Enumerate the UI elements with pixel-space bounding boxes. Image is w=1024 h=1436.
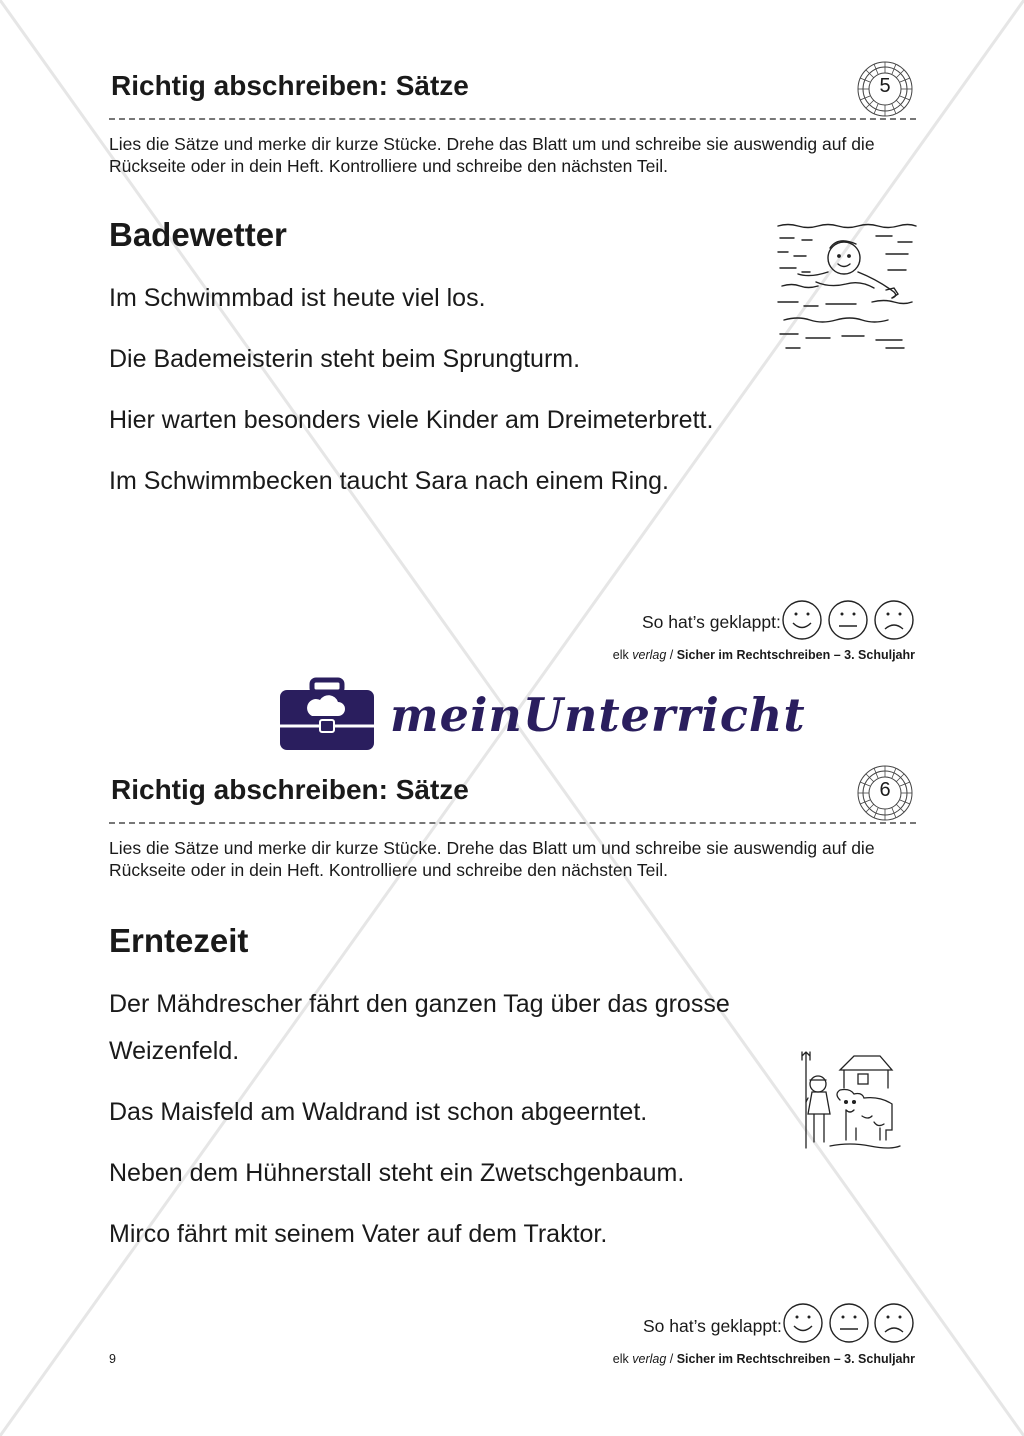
brand-name: meinUnterricht (390, 688, 806, 742)
footer-publisher: elk (612, 648, 629, 662)
sentence-line: Der Mähdrescher fährt den ganzen Tag über das grosse (109, 990, 730, 1018)
sheet-title: Richtig abschreiben: Sätze (111, 70, 469, 101)
neutral-face-icon (827, 599, 869, 641)
dashed-divider (109, 822, 916, 824)
feedback-label: So hat’s geklappt: (642, 612, 781, 632)
neutral-face-icon (828, 1302, 870, 1344)
footer-credit (613, 648, 915, 662)
section-heading: Badewetter (109, 216, 287, 253)
sheet-title: Richtig abschreiben: Sätze (111, 774, 469, 805)
badge-number: 5 (879, 75, 891, 97)
instruction-text: Lies die Sätze und merke dir kurze Stücke. Drehe das Blatt um und schreibe sie auswendig auf die Rückseite oder in dein Heft. Kontrolliere und schreibe den nächsten Teil. (109, 134, 875, 176)
sentence-line: Im Schwimmbad ist heute viel los. (109, 284, 486, 312)
sad-face-icon (873, 1302, 915, 1344)
sentence-line: Hier warten besonders viele Kinder am Dreimeterbrett. (109, 406, 714, 434)
footer-verlag: verlag (632, 1352, 667, 1366)
briefcase-cloud-icon (278, 678, 376, 752)
sentence-line: Im Schwimmbecken taucht Sara nach einem Ring. (109, 467, 669, 495)
sentence-line: Das Maisfeld am Waldrand ist schon abgeerntet. (109, 1098, 648, 1126)
footer-book: Sicher im Rechtschreiben – 3. Schuljahr (676, 648, 915, 662)
page-number: 9 (109, 1352, 116, 1366)
dashed-divider (109, 118, 916, 120)
instruction-text: Lies die Sätze und merke dir kurze Stücke. Drehe das Blatt um und schreibe sie auswendig auf die Rückseite oder in dein Heft. Kontrolliere und schreibe den nächsten Teil. (109, 838, 875, 880)
footer-book: Sicher im Rechtschreiben – 3. Schuljahr (676, 1352, 915, 1366)
sentence-line: Die Bademeisterin steht beim Sprungturm. (109, 345, 581, 373)
footer-separator: / (666, 648, 677, 662)
footer-publisher: elk (612, 1352, 629, 1366)
footer-separator: / (666, 1352, 677, 1366)
sad-face-icon (873, 599, 915, 641)
section-heading: Erntezeit (109, 922, 249, 959)
badge-number: 6 (879, 779, 891, 801)
sentence-line: Neben dem Hühnerstall steht ein Zwetschgenbaum. (109, 1159, 685, 1187)
swimmer-illustration (776, 222, 916, 352)
happy-face-icon (781, 599, 823, 641)
feedback-label: So hat’s geklappt: (643, 1316, 782, 1336)
sentence-line: Mirco fährt mit seinem Vater auf dem Traktor. (109, 1220, 608, 1248)
footer-credit (613, 1352, 915, 1366)
happy-face-icon (782, 1302, 824, 1344)
footer-verlag: verlag (632, 648, 667, 662)
sentence-line: Weizenfeld. (109, 1037, 240, 1065)
farmer-illustration (800, 1050, 900, 1152)
